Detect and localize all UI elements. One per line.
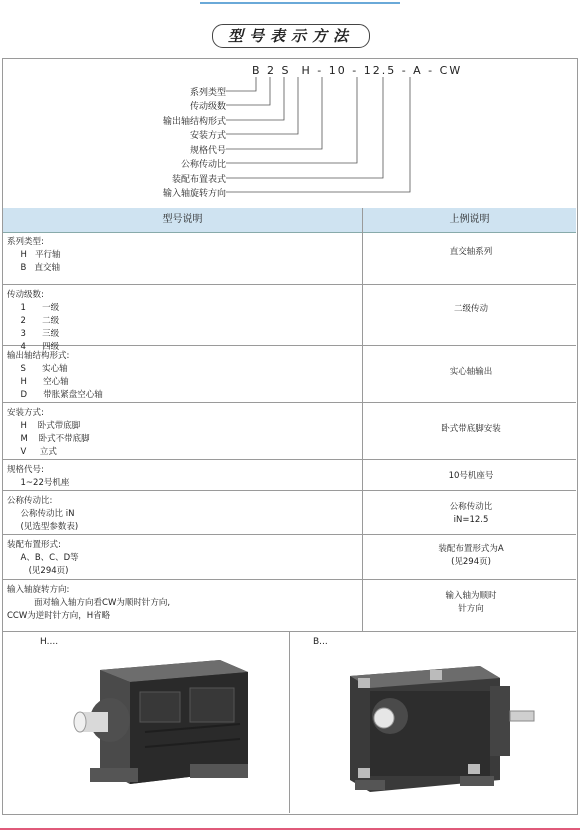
model-code: B 2 S H - 10 - 12.5 - A - CW bbox=[252, 64, 463, 77]
table-row bbox=[3, 285, 576, 352]
row-desc-mounting: 安装方式: H 卧式带底脚 M 卧式不带底脚 V 立式 bbox=[7, 408, 90, 457]
table-row bbox=[3, 460, 576, 491]
legend-mounting: 安装方式 bbox=[189, 131, 226, 141]
table-row bbox=[3, 580, 576, 632]
table-row bbox=[3, 491, 576, 535]
table-header-left: 型号说明 bbox=[3, 208, 362, 233]
table-row bbox=[3, 232, 576, 285]
legend-assembly: 装配布置表式 bbox=[171, 175, 226, 185]
legend-ratio: 公称传动比 bbox=[180, 160, 226, 170]
row-example-series: 直交轴系列 bbox=[449, 247, 493, 257]
photo-divider bbox=[289, 632, 290, 813]
row-desc-rotation: 输入轴旋转方向: 面对输入轴方向看CW为顺时针方向, CCW为逆时针方向，H省略 bbox=[7, 585, 171, 621]
legend-connector-lines bbox=[0, 0, 580, 210]
legend-rotation: 输入轴旋转方向 bbox=[162, 189, 226, 199]
photo-caption-h: H.... bbox=[40, 637, 59, 647]
table-row bbox=[3, 535, 576, 580]
table-row bbox=[3, 403, 576, 460]
row-desc-stages: 传动级数: 1 一级 2 二级 3 三级 4 四级 bbox=[7, 290, 60, 352]
page-title: 型号表示方法 bbox=[212, 24, 370, 48]
legend-size: 规格代号 bbox=[189, 146, 226, 156]
table-header-right: 上例说明 bbox=[363, 208, 576, 233]
bottom-accent-line bbox=[0, 828, 580, 830]
row-example-stages: 二级传动 bbox=[453, 304, 488, 314]
row-desc-ratio: 公称传动比: 公称传动比 iN (见选型参数表) bbox=[7, 496, 79, 532]
row-example-size: 10号机座号 bbox=[448, 471, 494, 481]
photo-caption-b: B... bbox=[313, 637, 328, 647]
gearbox-h-image bbox=[70, 652, 255, 802]
legend-stages: 传动级数 bbox=[189, 102, 226, 112]
row-desc-output: 输出轴结构形式: S 实心轴 H 空心轴 D 带胀紧盘空心轴 bbox=[7, 351, 103, 400]
table-row bbox=[3, 346, 576, 403]
row-desc-size: 规格代号: 1~22号机座 bbox=[7, 465, 70, 488]
gearbox-b-image bbox=[340, 656, 540, 806]
legend-output-shaft: 输出轴结构形式 bbox=[162, 117, 226, 127]
row-example-assembly: 装配布置形式为A (见294页) bbox=[438, 544, 504, 567]
row-example-ratio: 公称传动比 iN=12.5 bbox=[449, 502, 493, 525]
row-example-mounting: 卧式带底脚安装 bbox=[441, 424, 501, 434]
row-desc-series: 系列类型: H 平行轴 B 直交轴 bbox=[7, 237, 61, 273]
row-example-output: 实心轴输出 bbox=[449, 367, 493, 377]
legend-series-type: 系列类型 bbox=[189, 88, 226, 98]
row-example-rotation: 输入轴为顺时 针方向 bbox=[445, 591, 497, 614]
row-desc-assembly: 装配布置形式: A、B、C、D等 (见294页) bbox=[7, 540, 79, 576]
